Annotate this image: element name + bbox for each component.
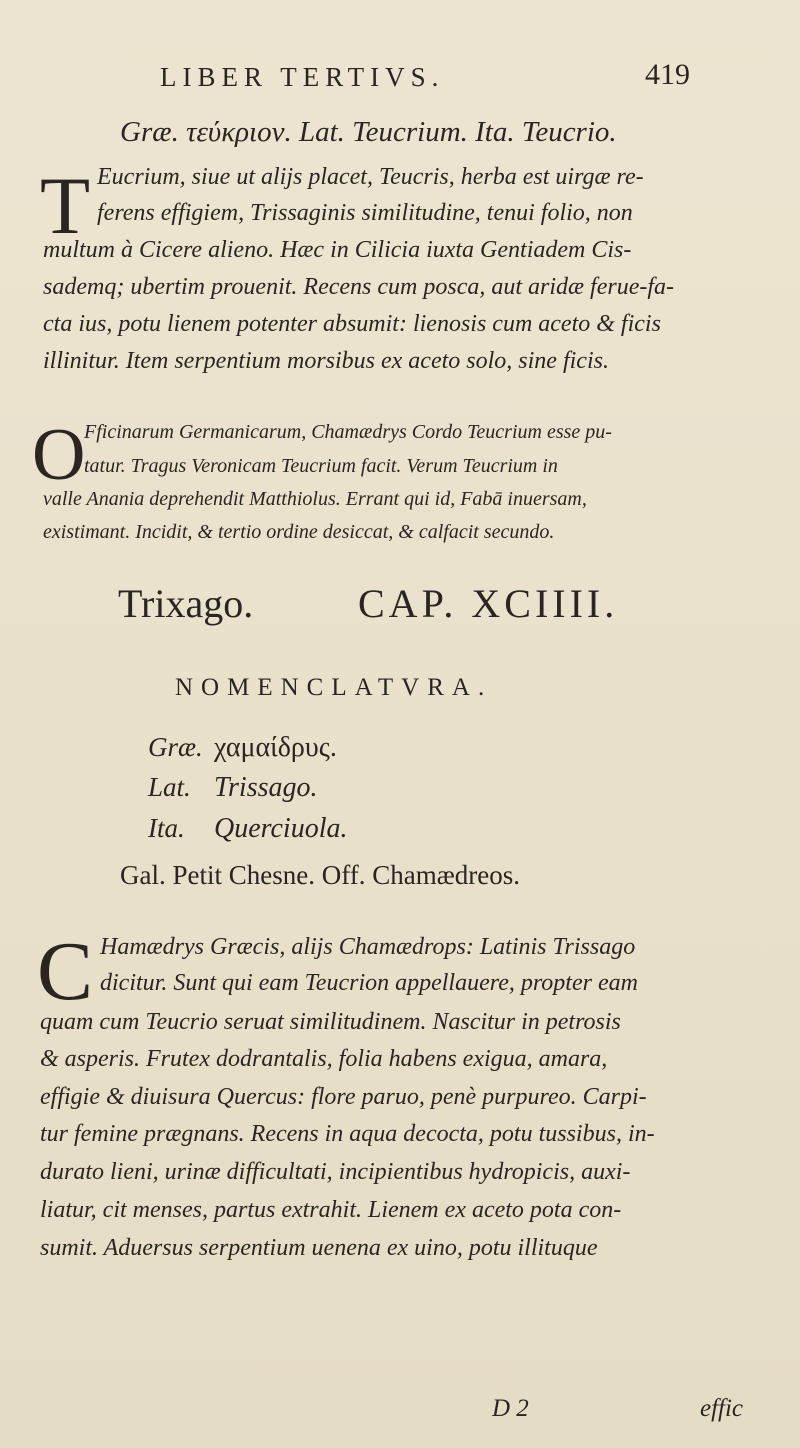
text-line: cta ius, potu lienem potenter absumit: lienosis cum aceto & ficis bbox=[43, 311, 661, 337]
nomenclature-label: Ita. bbox=[148, 813, 185, 843]
text-line: Hamædrys Græcis, alijs Chamædrops: Latinis Trissago bbox=[100, 934, 636, 960]
nomenclature-row-greek bbox=[148, 732, 337, 764]
nomenclature-value: χαμαίδρυς. bbox=[214, 732, 337, 763]
nomenclature-row-latin bbox=[148, 772, 318, 804]
text-line: valle Anania deprehendit Matthiolus. Errant qui id, Fabā inuersam, bbox=[43, 488, 587, 510]
text-line: sademq; ubertim prouenit. Recens cum posca, aut aridæ ferue-fa- bbox=[43, 274, 674, 300]
nomenclatura-heading: NOMENCLATVRA. bbox=[175, 674, 493, 701]
text-line: ferens effigiem, Trissaginis similitudine, tenui folio, non bbox=[97, 200, 633, 226]
chapter-heading bbox=[118, 580, 619, 627]
text-line: illinitur. Item serpentium morsibus ex aceto solo, sine ficis. bbox=[43, 348, 609, 374]
gallic-officinal-names: Gal. Petit Chesne. Off. Chamædreos. bbox=[120, 860, 520, 890]
signature-mark: D 2 bbox=[492, 1395, 529, 1422]
catchword: effic bbox=[700, 1395, 744, 1422]
running-head: LIBER TERTIVS. bbox=[160, 62, 445, 92]
text-line: Eucrium, siue ut alijs placet, Teucris, herba est uirgæ re- bbox=[97, 164, 644, 190]
drop-capital-o: O bbox=[32, 414, 86, 496]
text-line: Fficinarum Germanicarum, Chamædrys Cordo Teucrium esse pu- bbox=[84, 421, 612, 443]
text-line: dicitur. Sunt qui eam Teucrion appellauere, propter eam bbox=[100, 970, 638, 996]
text-line: multum à Cicere alieno. Hæc in Cilicia iuxta Gentiadem Cis- bbox=[43, 237, 632, 263]
nomenclature-value: Trissago. bbox=[214, 772, 318, 803]
drop-capital-c: C bbox=[37, 925, 94, 1018]
text-line: sumit. Aduersus serpentium uenena ex uino, potu illituque bbox=[40, 1235, 598, 1261]
text-line: effigie & diuisura Quercus: flore paruo, penè purpureo. Carpi- bbox=[40, 1084, 647, 1110]
chapter-title: Trixago. bbox=[118, 581, 254, 626]
text-line: liatur, cit menses, partus extrahit. Lienem ex aceto pota con- bbox=[40, 1197, 622, 1223]
drop-capital-t: T bbox=[40, 160, 91, 251]
text-line: existimant. Incidit, & tertio ordine desiccat, & calfacit secundo. bbox=[43, 521, 555, 543]
nomenclature-label: Lat. bbox=[148, 772, 191, 802]
text-line: & asperis. Frutex dodrantalis, folia habens exigua, amara, bbox=[40, 1046, 608, 1072]
page-number: 419 bbox=[645, 58, 690, 91]
page-header bbox=[0, 58, 800, 102]
text-line: tur femine prægnans. Recens in aqua decocta, potu tussibus, in- bbox=[40, 1121, 655, 1147]
nomenclature-label: Græ. bbox=[148, 732, 203, 762]
text-line: quam cum Teucrio seruat similitudinem. Nascitur in petrosis bbox=[40, 1009, 621, 1035]
chapter-number: CAP. XCIIII. bbox=[358, 581, 619, 626]
nomenclature-value: Querciuola. bbox=[214, 813, 348, 844]
nomenclature-row-italian bbox=[148, 813, 348, 845]
teucrium-heading: Græ. τεύκριον. Lat. Teucrium. Ita. Teucrio. bbox=[120, 116, 617, 148]
text-line: tatur. Tragus Veronicam Teucrium facit. Verum Teucrium in bbox=[84, 455, 558, 477]
text-line: durato lieni, urinæ difficultati, incipientibus hydropicis, auxi- bbox=[40, 1159, 631, 1185]
